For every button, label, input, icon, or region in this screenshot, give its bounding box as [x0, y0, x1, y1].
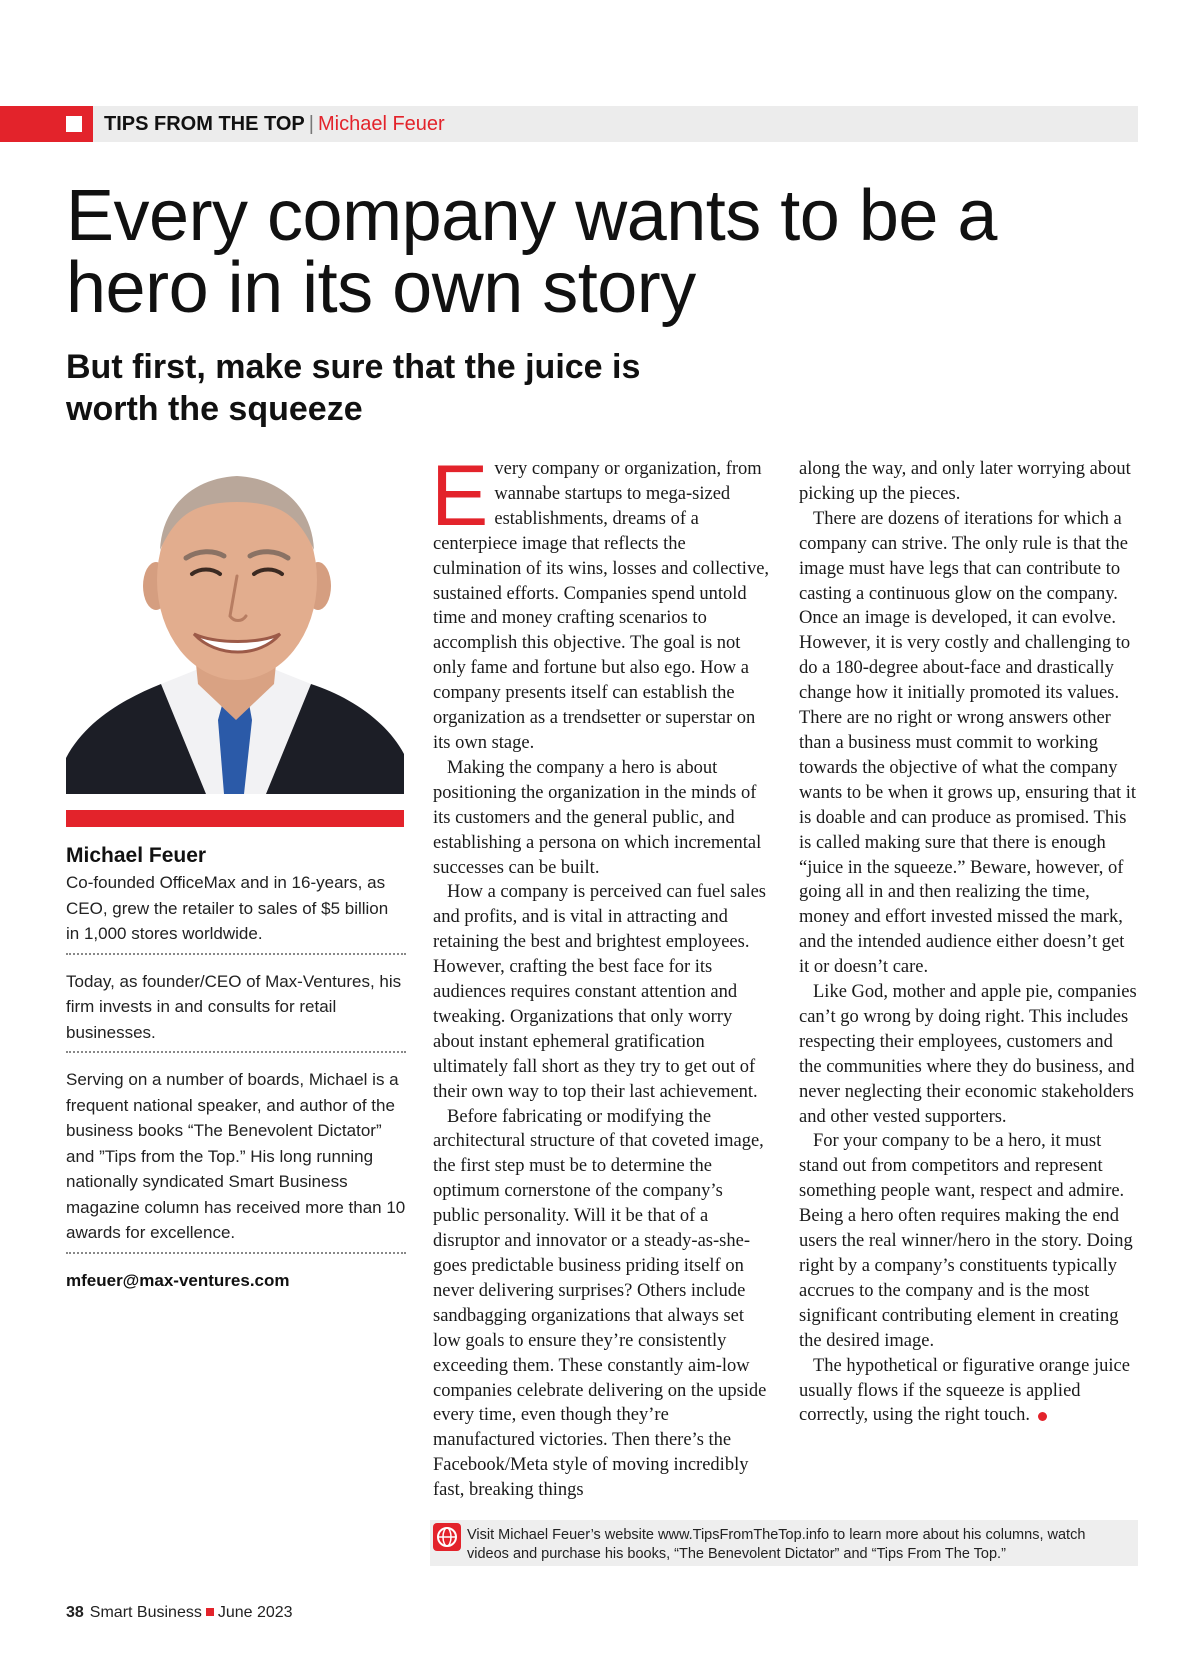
page-folio — [66, 1604, 293, 1622]
bio-paragraph: Co-founded OfficeMax and in 16-years, as CEO, grew the retailer to sales of $5 billion in 1,000 stores worldwide. — [66, 870, 406, 955]
publication-name: Smart Business — [89, 1604, 202, 1621]
article-paragraph: How a company is perceived can fuel sales and profits, and is vital in attracting and retaining the best and brightest employees. However, crafting the best face for its audiences requires constant attention and tweaking. Organizations that only worry about instant ephemeral gratification ultimately fall short as they try to get out of their own way to top their last achievement. — [433, 882, 766, 1102]
bio-name: Michael Feuer — [66, 844, 207, 867]
article-paragraph: Before fabricating or modifying the architectural structure of that coveted image, the first step must be to determine the optimum cornerstone of the company’s public personality. Will it be that of a disruptor and innovator or a steady-as-she-goes predictable business priding itself on never delivering surprises? Others include sandbagging organizations that always set low goals to ensure they’re consistently exceeding them. These constantly aim-low companies celebrate delivering on the upside every time, even though they’re manufactured victories. Then there’s the Facebook/Meta style of moving incredibly fast, breaking things — [433, 1106, 767, 1501]
bio-email-link[interactable]: mfeuer@max-ventures.com — [66, 1270, 290, 1290]
page-number: 38 — [66, 1604, 84, 1621]
folio-square-icon — [206, 1608, 214, 1616]
article-paragraph: Making the company a hero is about positioning the organization in the minds of its customers and the general public, and establishing a persona on which incremental successes can be built. — [433, 757, 762, 878]
article-paragraph: For your company to be a hero, it must stand out from competitors and represent something people want, respect and admire. Being a hero often requires making the end users the real winner/hero in the story. Doing right by a company’s constituents typically accrues to the company and is the most significant contributing element in creating the desired image. — [799, 1131, 1133, 1351]
author-portrait-illustration — [66, 458, 404, 794]
article-deck: But first, make sure that the juice is worth the squeeze — [66, 348, 641, 428]
portrait-accent-bar — [66, 810, 404, 827]
article-paragraph — [431, 448, 773, 756]
issue-date: June 2023 — [217, 1604, 293, 1621]
article-paragraph: There are dozens of iterations for which a company can strive. The only rule is that the image must have legs that can contribute to casting a continuous glow on the company. Once an image is developed, it can evolve. However, it is very costly and challenging to do a 180-degree about-face and drastically change how it initially promoted its values. There are no right or wrong answers other than a business must commit to working towards the objective of what the company wants to be when it grows up, ensuring that it is doable and can produce as promised. This is called making sure that there is enough “juice in the squeeze.” Beware, however, of going all in and then realizing the time, money and effort invested missed the mark, and the intended audience either doesn’t get it or doesn’t care. — [799, 508, 1137, 978]
article-column-1 — [431, 448, 773, 1503]
article-headline: Every company wants to be a hero in its own story — [66, 176, 997, 328]
author-portrait — [66, 458, 404, 794]
section-header-bar — [0, 106, 1138, 142]
article-paragraph-text: The hypothetical or figurative orange juice usually flows if the squeeze is applied correctly, using the right touch. — [799, 1355, 1130, 1426]
footer-note: Visit Michael Feuer’s website www.TipsFromTheTop.info to learn more about his columns, watch videos and purchase his books, “The Benevolent Dictator” and “Tips From The Top.” — [467, 1527, 1086, 1562]
article-paragraph: Like God, mother and apple pie, companies can’t go wrong by doing right. This includes respecting their employees, customers and the communities where they do business, and never neglecting their economic stakeholders and other vested supporters. — [799, 982, 1137, 1127]
section-label — [104, 113, 445, 136]
section-square-icon — [66, 116, 82, 132]
article-paragraph — [799, 1354, 1139, 1429]
article-column-2 — [799, 457, 1139, 1428]
section-separator: | — [308, 113, 314, 135]
bio-paragraph: Serving on a number of boards, Michael is a frequent national speaker, and author of the business books “The Benevolent Dictator” and ”Tips from the Top.” His long running nationally syndicated Smart Business magazine column has received more than 10 awards for excellence. — [66, 1067, 406, 1254]
section-author: Michael Feuer — [317, 113, 445, 135]
section-kicker: TIPS FROM THE TOP — [104, 113, 305, 135]
drop-cap: E — [431, 448, 489, 544]
article-paragraph-text: very company or organization, from wannabe startups to mega-sized establishments, dreams of a centerpiece image that reflects the culmination of its wins, losses and collective, sustained efforts. Companies spend untold time and money crafting scenarios to accomplish this objective. The goal is not only fame and fortune but also ego. How a company presents itself can establish the organization as a trendsetter or superstar on its own stage. — [433, 459, 770, 753]
end-dot-icon — [1038, 1412, 1047, 1421]
author-bio — [66, 842, 406, 1293]
bio-paragraph: Today, as founder/CEO of Max-Ventures, his firm invests in and consults for retail businesses. — [66, 969, 406, 1054]
globe-icon — [433, 1523, 461, 1551]
article-paragraph: along the way, and only later worrying about picking up the pieces. — [799, 459, 1131, 504]
